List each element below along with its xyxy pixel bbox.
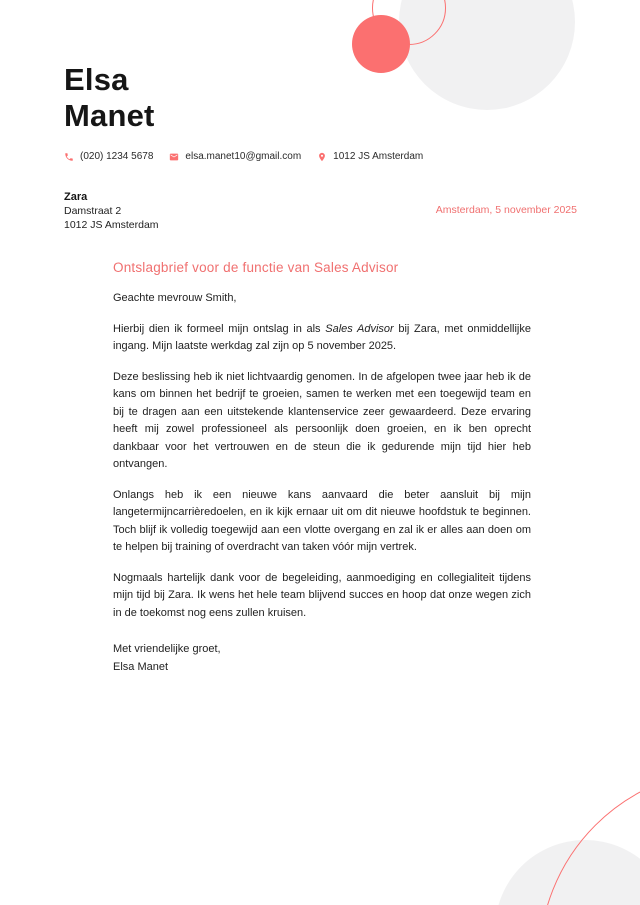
subject-line: Ontslagbrief voor de functie van Sales Advisor	[113, 260, 399, 275]
letter-body	[113, 290, 531, 689]
location-text: 1012 JS Amsterdam	[333, 151, 424, 162]
envelope-icon	[169, 152, 179, 162]
salutation: Geachte mevrouw Smith,	[113, 292, 237, 304]
recipient-city: 1012 JS Amsterdam	[64, 219, 159, 231]
date-line: Amsterdam, 5 november 2025	[435, 204, 577, 216]
phone-receiver-icon	[64, 152, 74, 162]
contact-phone	[64, 151, 153, 162]
paragraph-2: Deze beslissing heb ik niet lichtvaardig genomen. In de afgelopen twee jaar heb ik de kans om binnen het bedrijf te groeien, samen te werken met een toegewijd team en bij te dragen aan een uitstekende klantenservice zeer gewaardeerd. Deze ervaring heeft mij zowel professioneel als persoonlijk doen groeien, en ik ben oprecht dankbaar voor het vertrouwen en de steun die ik gedurende mijn tijd hier heb ontvangen.	[113, 370, 531, 470]
decorative-ring-bottom-icon	[539, 769, 640, 905]
paragraph-3: Onlangs heb ik een nieuwe kans aanvaard die beter aansluit bij mijn langetermijncarrièredoelen, en ik kijk ernaar uit om dit nieuwe hoofdstuk te beginnen. Toch blijf ik volledig toegewijd aan een vlotte overgang en zal ik er alles aan doen om te helpen bij training of overdracht van taken vóór mijn vertrek.	[113, 488, 531, 553]
closing-block	[113, 641, 531, 676]
letter-header	[64, 62, 423, 162]
sender-last-name: Manet	[64, 98, 155, 133]
phone-number: (020) 1234 5678	[80, 151, 154, 162]
contact-row	[64, 151, 423, 162]
recipient-company: Zara	[64, 191, 88, 203]
map-pin-icon	[317, 152, 327, 162]
contact-email	[169, 151, 301, 162]
sender-first-name: Elsa	[64, 62, 129, 97]
paragraph-1-job-title: Sales Advisor	[325, 322, 394, 335]
valediction: Met vriendelijke groet,	[113, 643, 221, 655]
contact-location	[317, 151, 423, 162]
email-address: elsa.manet10@gmail.com	[185, 151, 302, 162]
recipient-block	[64, 190, 159, 232]
recipient-street: Damstraat 2	[64, 205, 122, 217]
paragraph-4: Nogmaals hartelijk dank voor de begeleiding, aanmoediging en collegialiteit tijdens mijn tijd bij Zara. Ik wens het hele team blijvend succes en hoop dat onze wegen zich in de toekomst nog eens zullen kruisen.	[113, 571, 531, 619]
paragraph-1-text-after: bij Zara, met onmiddellijke ingang. Mijn laatste werkdag zal zijn op 5 november 2025.	[113, 322, 531, 352]
signature: Elsa Manet	[113, 660, 169, 673]
paragraph-1	[113, 321, 531, 356]
sender-name	[64, 62, 423, 134]
paragraph-1-text: Hierbij dien ik formeel mijn ontslag in als	[113, 322, 326, 335]
